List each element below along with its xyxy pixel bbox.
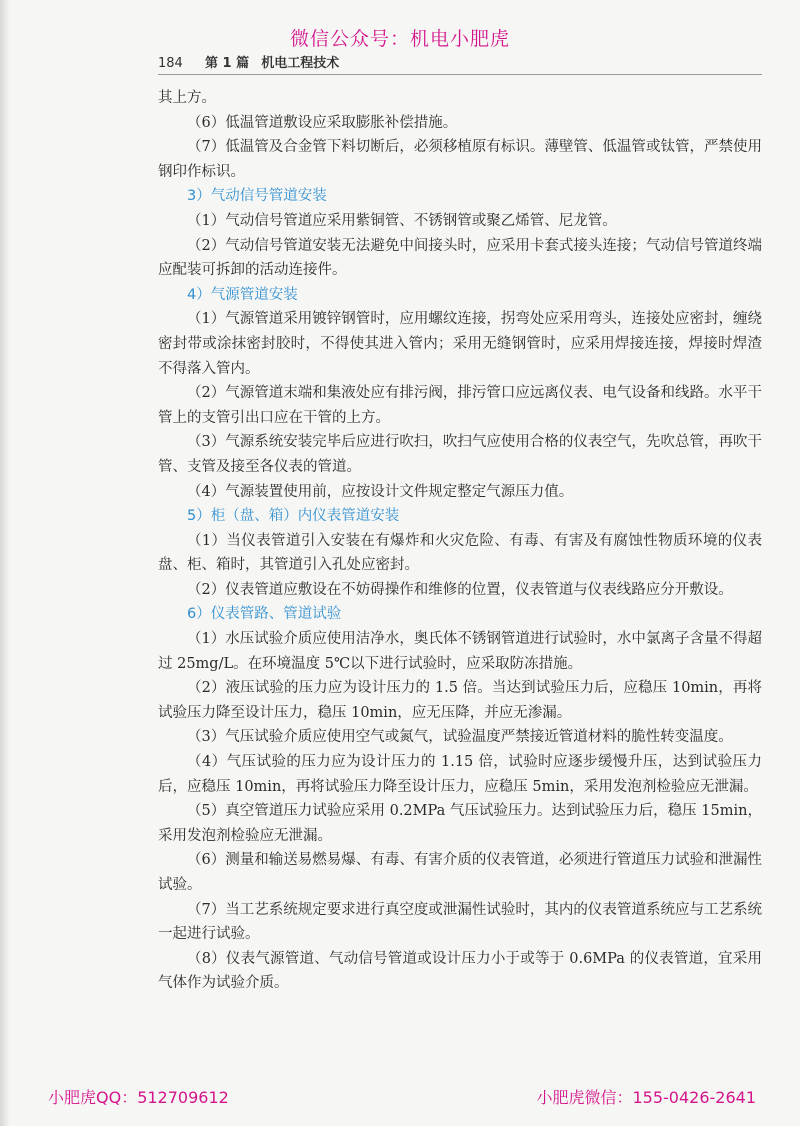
- page-number: 184: [158, 56, 183, 71]
- section-heading: 3）气动信号管道安装: [187, 188, 327, 205]
- paragraph: （8）仪表气源管道、气动信号管道或设计压力小于或等于 0.6MPa 的仪表管道，宜采用气体作为试验介质。: [158, 950, 762, 992]
- chapter-title: 机电工程技术: [261, 56, 340, 71]
- paragraph: （2）仪表管道应敷设在不妨碍操作和维修的位置，仪表管道与仪表线路应分开敷设。: [187, 581, 733, 598]
- page-header: [158, 52, 762, 75]
- paragraph: （3）气压试验介质应使用空气或氮气，试验温度严禁接近管道材料的脆性转变温度。: [187, 729, 733, 746]
- footer-wechat: 小肥虎微信：155-0426-2641: [536, 1088, 756, 1107]
- paragraph: （5）真空管道压力试验应采用 0.2MPa 气压试验压力。达到试验压力后，稳压 15min，采用发泡剂检验应无泄漏。: [158, 803, 762, 844]
- page-left-shadow: [0, 0, 10, 1126]
- paragraph: （2）气源管道末端和集液处应有排污阀，排污管口应远离仪表、电气设备和线路。水平干管上的支管引出口应在干管的上方。: [158, 385, 762, 426]
- paragraph: （1）水压试验介质应使用洁净水，奥氏体不锈钢管道进行试验时，水中氯离子含量不得超过 25mg/L。在环境温度 5℃以下进行试验时，应采取防冻措施。: [158, 631, 762, 672]
- footer-qq: 小肥虎QQ：512709612: [48, 1088, 229, 1107]
- paragraph: （3）气源系统安装完毕后应进行吹扫，吹扫气应使用合格的仪表空气，先吹总管，再吹干管、支管及接至各仪表的管道。: [158, 434, 762, 475]
- paragraph: （4）气压试验的压力应为设计压力的 1.15 倍，试验时应逐步缓慢升压，达到试验压力后，应稳压 10min，再将试验压力降至设计压力，应稳压 5min，采用发泡剂检验应无泄漏。: [158, 754, 762, 795]
- watermark-top: 微信公众号：机电小肥虎: [289, 28, 510, 50]
- paragraph: （6）测量和输送易燃易爆、有毒、有害介质的仪表管道，必须进行管道压力试验和泄漏性试验。: [158, 852, 762, 893]
- paragraph: （7）当工艺系统规定要求进行真空度或泄漏性试验时，其内的仪表管道系统应与工艺系统一起进行试验。: [158, 901, 762, 943]
- paragraph: （1）当仪表管道引入安装在有爆炸和火灾危险、有毒、有害及有腐蚀性物质环境的仪表盘、柜、箱时，其管道引入孔处应密封。: [158, 532, 762, 574]
- chapter-label: 第 1 篇: [204, 56, 250, 71]
- paragraph: （6）低温管道敷设应采取膨胀补偿措施。: [187, 114, 458, 131]
- section-heading: 5）柜（盘、箱）内仪表管道安装: [187, 508, 400, 525]
- page-content: [158, 86, 762, 996]
- paragraph: （1）气源管道采用镀锌钢管时，应用螺纹连接，拐弯处应采用弯头，连接处应密封，缠绕密封带或涂抹密封胶时，不得使其进入管内；采用无缝钢管时，应采用焊接连接，焊接时焊渣不得落入管内。: [158, 311, 762, 377]
- paragraph: （7）低温管及合金管下料切断后，必须移植原有标识。薄壁管、低温管或钛管，严禁使用钢印作标识。: [158, 139, 762, 180]
- paragraph: （1）气动信号管道应采用紫铜管、不锈钢管或聚乙烯管、尼龙管。: [187, 212, 617, 229]
- paragraph: （4）气源装置使用前，应按设计文件规定整定气源压力值。: [187, 483, 574, 500]
- section-heading: 6）仪表管路、管道试验: [187, 606, 342, 623]
- paragraph: （2）气动信号管道安装无法避免中间接头时，应采用卡套式接头连接；气动信号管道终端应配装可拆卸的活动连接件。: [158, 237, 762, 279]
- section-heading: 4）气源管道安装: [187, 286, 298, 303]
- paragraph: （2）液压试验的压力应为设计压力的 1.5 倍。当达到试验压力后，应稳压 10min，再将试验压力降至设计压力，稳压 10min，应无压降，并应无渗漏。: [158, 680, 762, 721]
- paragraph: 其上方。: [158, 90, 216, 106]
